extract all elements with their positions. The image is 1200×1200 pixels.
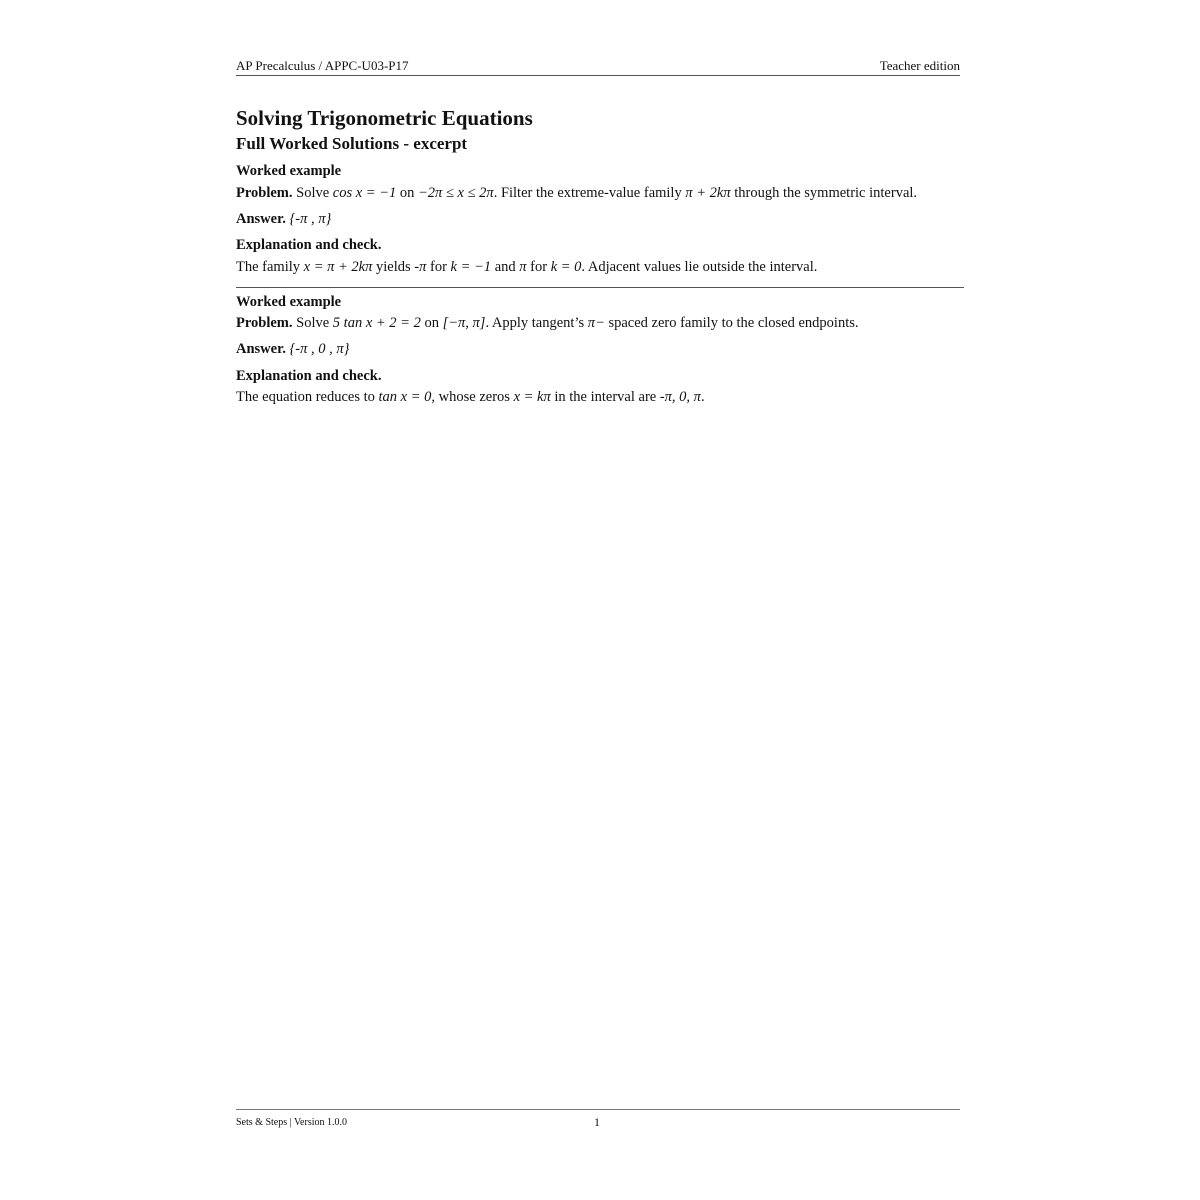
answer-value: {-π , 0 , π} — [289, 341, 350, 357]
answer-label: Answer. — [236, 211, 286, 227]
explanation-heading: Explanation and check. — [236, 237, 382, 253]
page-number: 1 — [594, 1115, 600, 1129]
explanation-math: π — [519, 259, 527, 275]
equation: cos x = −1 — [332, 185, 397, 201]
document-page — [236, 0, 964, 1200]
answer-line — [236, 209, 331, 229]
answer-line — [236, 339, 349, 359]
edition-label: Teacher edition — [879, 58, 960, 73]
page-title: Solving Trigonometric Equations — [236, 106, 533, 130]
answer-value: {-π , π} — [289, 211, 332, 227]
problem-text: . Apply tangent’s — [485, 315, 588, 331]
course-code: AP Precalculus / APPC-U03-P17 — [236, 58, 409, 73]
explanation-part: for — [526, 259, 551, 275]
problem-text: Solve — [296, 185, 333, 201]
explanation-part: , whose zeros — [431, 389, 514, 405]
problem-text: through the symmetric interval. — [730, 185, 918, 201]
equation: 5 tan x + 2 = 2 — [332, 315, 421, 331]
problem-statement — [236, 313, 859, 333]
explanation-part: and — [491, 259, 520, 275]
section-divider — [236, 287, 964, 288]
problem-text: Solve — [296, 315, 333, 331]
problem-text: on — [420, 315, 443, 331]
example-heading: Worked example — [236, 163, 342, 179]
explanation-text — [236, 257, 817, 277]
explanation-part: yields — [372, 259, 415, 275]
footer-version: Sets & Steps | Version 1.0.0 — [236, 1117, 347, 1128]
problem-statement — [236, 183, 917, 203]
explanation-math: k = 0 — [550, 259, 582, 275]
period-symbol: π− — [587, 315, 605, 331]
page-subtitle: Full Worked Solutions - excerpt — [236, 134, 468, 153]
explanation-heading: Explanation and check. — [236, 368, 382, 384]
explanation-math: x = kπ — [513, 389, 551, 405]
explanation-math: tan x = 0 — [378, 389, 432, 405]
interval: [−π, π] — [442, 315, 486, 331]
example-heading: Worked example — [236, 294, 342, 310]
running-header — [236, 58, 960, 76]
problem-text: on — [396, 185, 419, 201]
explanation-text — [236, 387, 705, 407]
explanation-part: in the interval are — [550, 389, 660, 405]
explanation-part: . — [700, 389, 705, 405]
answer-label: Answer. — [236, 341, 286, 357]
explanation-math: k = −1 — [450, 259, 492, 275]
explanation-part: The equation reduces to — [236, 389, 379, 405]
problem-text: . Filter the extreme-value family — [493, 185, 686, 201]
explanation-part: for — [426, 259, 451, 275]
explanation-part: The family — [236, 259, 304, 275]
solution-family: π + 2kπ — [685, 185, 731, 201]
explanation-math: x = π + 2kπ — [303, 259, 373, 275]
problem-label: Problem. — [236, 185, 293, 201]
explanation-math: -π — [414, 259, 427, 275]
explanation-math: -π, 0, π — [659, 389, 701, 405]
interval: −2π ≤ x ≤ 2π — [418, 185, 494, 201]
footer-divider — [236, 1109, 960, 1110]
problem-label: Problem. — [236, 315, 293, 331]
explanation-part: . Adjacent values lie outside the interval. — [581, 259, 818, 275]
problem-text: spaced zero family to the closed endpoints. — [604, 315, 859, 331]
